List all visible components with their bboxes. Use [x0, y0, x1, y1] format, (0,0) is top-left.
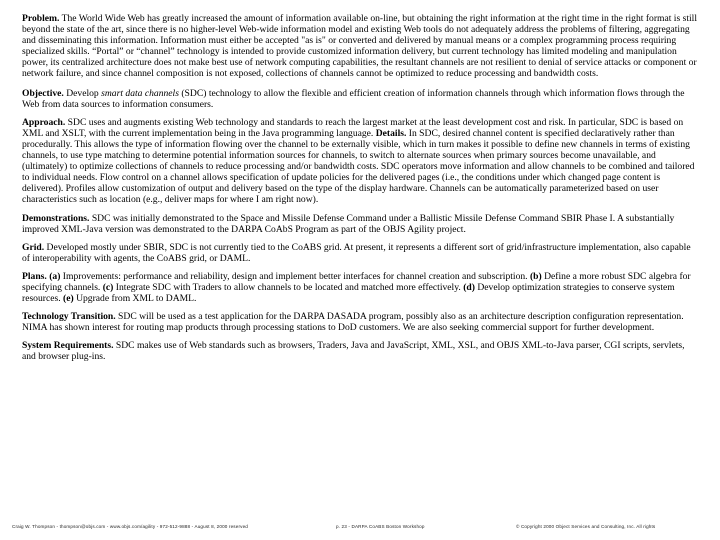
plans-e-text: Upgrade from XML to DAML.	[73, 293, 197, 305]
document-body	[22, 13, 698, 370]
plans-a-text: Improvements: performance and reliability, design and implement better interfaces for channel creation and subscription.	[60, 270, 530, 282]
demonstrations-paragraph	[22, 213, 698, 235]
problem-text: The World Wide Web has greatly increased the amount of information available on-line, but obtaining the right information at the right time in the right format is still beyond the state of the art, since there is no higher-level Web-wide information model and existing Web tools do not adequately address the problems of filtering, aggregating and disseminating this information. Information must either be accepted "as is" or converted and delivered by manual means or a complex programming process requiring specialized skills. “Portal” or “channel” technology is intended to provide customized information delivery, but current technology has limited modeling and manipulation power, its centralized architecture does not make best use of network computing capabilities, the resultant channels are not resilient to denial of service attacks or component or network failure, and since channel composition is not exposed, collections of channels cannot be optimized to reduce processing and bandwidth costs.	[22, 13, 697, 80]
plans-b-text: Define a more robust SDC algebra for specifying channels.	[22, 270, 691, 293]
technology-transition-text: SDC will be used as a test application for the DARPA DASADA program, possibly also as an architecture description configuration representation. NIMA has shown interest for routing map products through processing stations to DoD customers. We are also seeking commercial support for further development.	[22, 311, 684, 334]
objective-text-b: (SDC) technology to allow the flexible and efficient creation of information channels through which information flows through the Web from data sources to information consumers.	[22, 87, 685, 110]
demonstrations-heading: Demonstrations.	[22, 212, 90, 224]
problem-paragraph	[22, 13, 698, 80]
technology-transition-heading: Technology Transition.	[22, 311, 116, 323]
grid-heading: Grid.	[22, 241, 45, 253]
system-requirements-paragraph	[22, 340, 698, 362]
plans-heading: Plans.	[22, 270, 47, 282]
footer-page-number: p. 23 - DARPA CoABS Boston Workshop	[336, 524, 425, 529]
plans-b-label: (b)	[529, 270, 542, 282]
footer-copyright: © Copyright 2000 Object Services and Consulting, Inc. All rights	[516, 524, 656, 529]
plans-a-label: (a)	[49, 270, 61, 282]
problem-heading: Problem.	[22, 13, 60, 24]
objective-emphasis: smart data channels	[101, 87, 179, 99]
plans-e-label: (e)	[63, 293, 74, 305]
objective-text-a: Develop	[63, 87, 102, 99]
grid-text: Developed mostly under SBIR, SDC is not currently tied to the CoABS grid. At present, it represents a different sort of grid/infrastructure implementation, also capable of interoperability with agents, the CoABS grid, or DAML.	[22, 241, 691, 264]
objective-heading: Objective.	[22, 87, 64, 99]
plans-d-label: (d)	[463, 281, 475, 293]
plans-c-text: Integrate SDC with Traders to allow channels to be located and matched more effectively.	[113, 281, 464, 293]
technology-transition-paragraph	[22, 311, 698, 333]
system-requirements-heading: System Requirements.	[22, 340, 114, 352]
approach-paragraph	[22, 117, 698, 206]
grid-paragraph	[22, 242, 698, 264]
demonstrations-text: SDC was initially demonstrated to the Space and Missile Defense Command under a Ballistic Missile Defense Command SBIR Phase I. A substantially improved XML-Java version was demonstrated to the DARPA CoAbS Program as part of the OBJS Agility project.	[22, 212, 675, 235]
plans-paragraph	[22, 271, 698, 304]
approach-text-b: In SDC, desired channel content is specified declaratively rather than procedurally. This allows the type of information flowing over the channel to be externally visible, which in turn makes it possible to define new channels in terms of existing channels, to use type matching to determine potential information sources for channels, to switch to alternate sources when primary sources become unavailable, and (ultimately) to optimize collections of channels to reduce processing and/or bandwidth costs. SDC operators move information and allow channels to be combined and tailored to individual needs. Flow control on a channel allows specification of update policies for the delivered pages (i.e., the conditions under which changed page content is delivered). Profiles allow customization of output and delivery based on the type of the display hardware. Channels can be automatically parameterized based on user characteristics such as location (e.g., deliver maps for where I am right now).	[22, 127, 695, 206]
approach-text-a: SDC uses and augments existing Web technology and standards to reach the largest market at the least development cost and risk. In particular, SDC is based on XML and XSLT, with the current implementation being in the Java programming language.	[22, 116, 684, 139]
approach-details-label: Details.	[375, 127, 407, 139]
objective-paragraph	[22, 88, 698, 110]
plans-c-label: (c)	[102, 281, 114, 293]
approach-heading: Approach.	[22, 116, 66, 128]
plans-d-text: Develop optimization strategies to conserve system resources.	[22, 281, 675, 305]
system-requirements-text: SDC makes use of Web standards such as browsers, Traders, Java and JavaScript, XML, XSL, and OBJS XML-to-Java parser, CGI scripts, servlets, and browser plug-ins.	[22, 340, 685, 363]
footer-author-info: Craig W. Thompson - thompson@objs.com - www.objs.com/agility - 972-512-9888 - August 8, 2000 reserved	[12, 524, 248, 529]
